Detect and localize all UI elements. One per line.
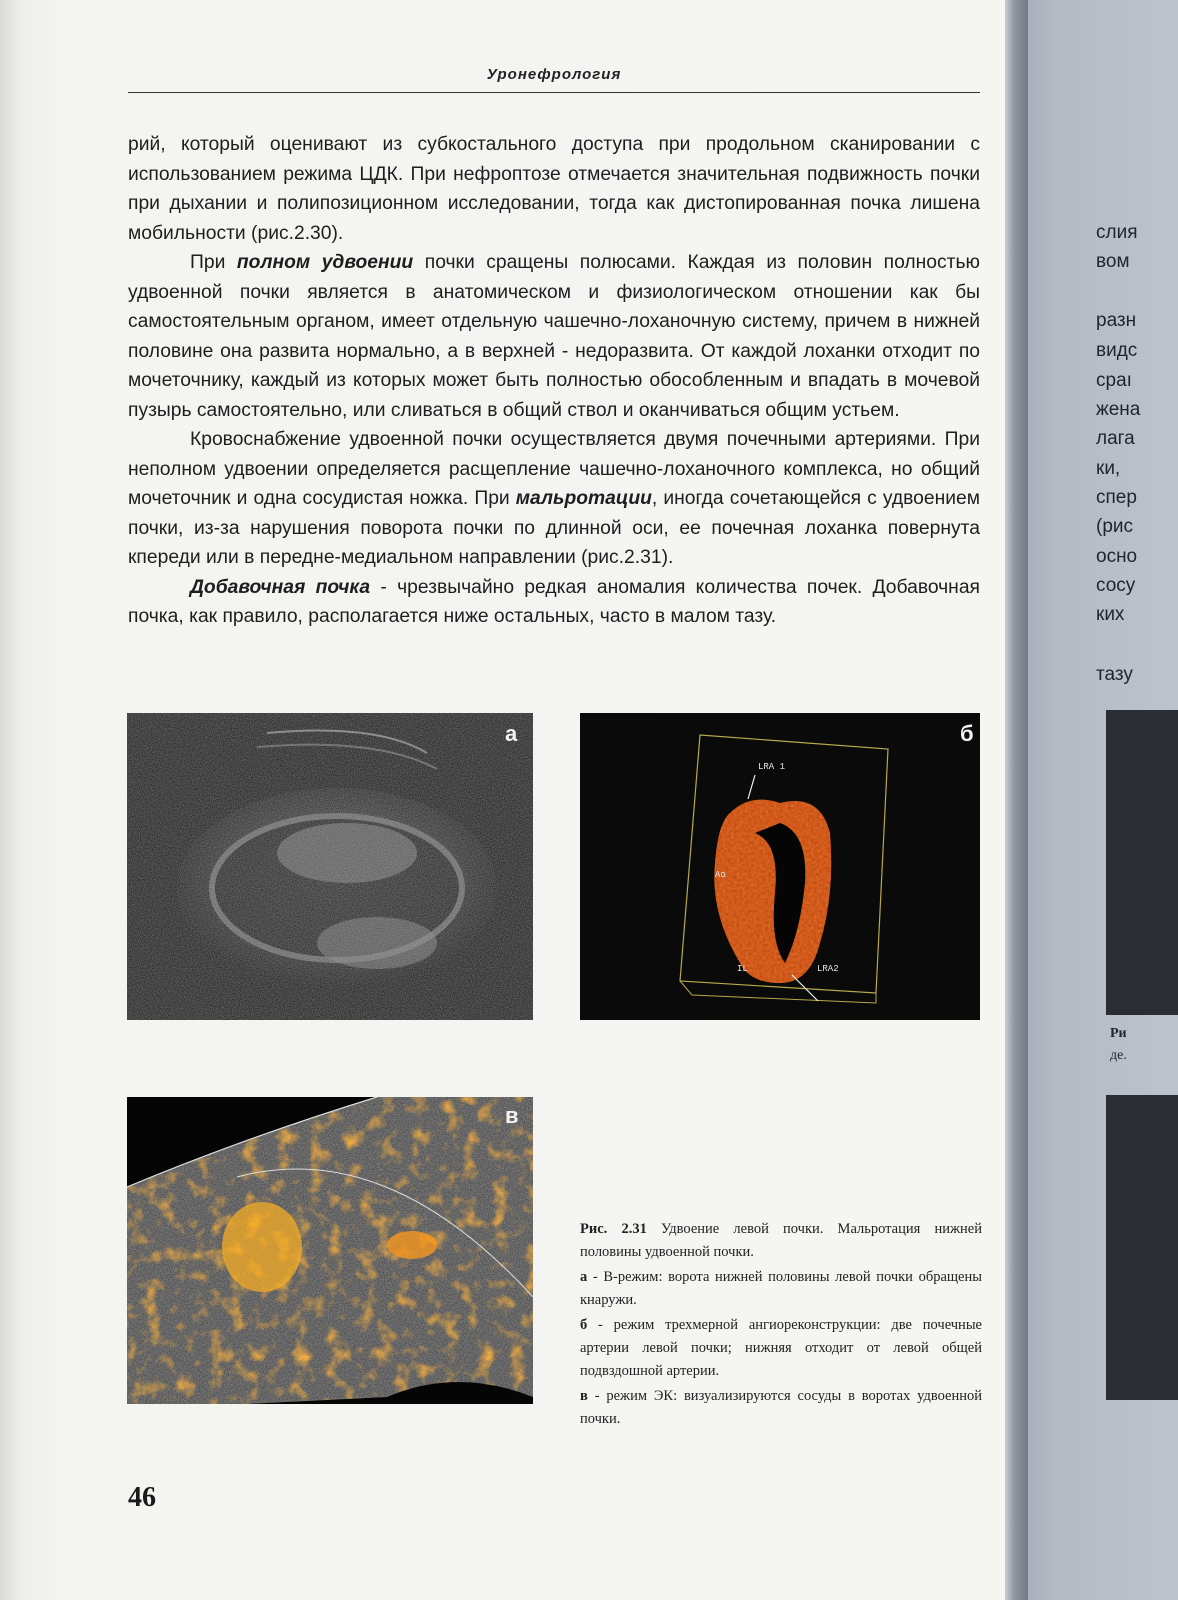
paragraph-3 bbox=[128, 425, 980, 573]
facing-line: тазу bbox=[1096, 664, 1133, 685]
running-title: Уронефрология bbox=[486, 66, 622, 83]
label-lra2: LRA2 bbox=[817, 964, 839, 974]
facing-line: (рис bbox=[1096, 516, 1134, 537]
facing-line: жена bbox=[1096, 399, 1141, 420]
paragraph-3-start: Кровоснабжение удвоенной почки осуществляется двумя почечными артериями. При неполном удвоении определяется расщепление чашечно-лоханочного комплекса, но общий мочеточник и одна сосудистая ножка. При bbox=[128, 429, 980, 509]
facing-figure bbox=[1106, 710, 1178, 1015]
figure-caption bbox=[580, 1218, 982, 1433]
paragraph-1: рий, который оценивают из субкостального доступа при продольном сканировании с использованием режима ЦДК. При нефроптозе отмечается значительная подвижность почки при дыхании и полипозиционном исследовании, тогда как дистопированная почка лишена мобильности (рис.2.30). bbox=[128, 134, 980, 244]
label-ao: Ao bbox=[715, 870, 726, 880]
figure-a-bmode-ultrasound bbox=[127, 713, 533, 1020]
facing-page-edge bbox=[1028, 0, 1178, 1600]
caption-label: Рис. 2.31 bbox=[580, 1221, 647, 1237]
label-lra1: LRA 1 bbox=[758, 762, 786, 772]
paragraph-2 bbox=[128, 248, 980, 425]
term-full-duplication: полном удвоении bbox=[236, 252, 414, 273]
facing-line: видс bbox=[1096, 340, 1138, 361]
facing-figure bbox=[1106, 1095, 1178, 1400]
ultrasound-bmode-image bbox=[127, 713, 533, 1020]
paragraph-4 bbox=[128, 573, 980, 632]
paragraph-2-rest: почки сращены полюсами. Каждая из половин полностью удвоенной почки является в анатомическом и физиологическом отношении как бы самостоятельным органом, имеет отдельную чашечно-лоханочную систему, причем в нижней половине она развита нормально, а в верхней - недоразвита. От каждой лоханки отходит по мочеточнику, каждый из которых может быть полностью обособленным и впадать в мочевой пузырь самостоятельно, или сливаться в общий ствол и оканчиваться общим устьем. bbox=[128, 252, 980, 421]
doppler-image bbox=[127, 1097, 533, 1404]
angio-3d-image bbox=[580, 713, 980, 1020]
figure-c-doppler bbox=[127, 1097, 533, 1404]
caption-title: Рис. 2.31 Удвоение левой почки. Мальротация нижней половины удвоенной почки. bbox=[580, 1221, 982, 1260]
facing-line: разн bbox=[1096, 310, 1137, 331]
body-text bbox=[128, 130, 980, 632]
facing-line: вом bbox=[1096, 251, 1130, 272]
header-rule bbox=[128, 92, 980, 93]
facing-line: сраı bbox=[1096, 370, 1132, 391]
paragraph-4-rest: - чрезвычайно редкая аномалия количества почек. Добавочная почка, как правило, располагается ниже остальных, часто в малом тазу. bbox=[128, 576, 980, 627]
caption-c: в - режим ЭК: визуализируются сосуды в воротах удвоенной почки. bbox=[580, 1388, 982, 1427]
term-accessory-kidney: Добавочная почка bbox=[190, 576, 371, 598]
book-gutter bbox=[1005, 0, 1029, 1600]
facing-line: ки, bbox=[1096, 458, 1121, 479]
facing-caption: Ри bbox=[1110, 1026, 1127, 1041]
paragraph-3-rest: , иногда сочетающейся с удвоением почки, из-за нарушения поворота почки по длинной оси, ее почечная лоханка повернута кпереди или в передне-медиальном направлении (рис.2.31). bbox=[128, 488, 980, 568]
label-il: IL bbox=[737, 964, 748, 974]
facing-line: спер bbox=[1096, 487, 1137, 508]
facing-line: лага bbox=[1096, 428, 1135, 449]
page-number: 46 bbox=[128, 1482, 156, 1513]
caption-b: б - режим трехмерной ангиореконструкции: две почечные артерии левой почки; нижняя отходит от левой общей подвздошной артерии. bbox=[580, 1317, 982, 1379]
term-malrotation: мальротации bbox=[515, 488, 652, 509]
facing-line: сосу bbox=[1096, 575, 1136, 596]
facing-line: осно bbox=[1096, 546, 1138, 567]
facing-line: ких bbox=[1096, 604, 1125, 625]
facing-line: слия bbox=[1096, 222, 1138, 243]
figure-b-letter: б bbox=[960, 721, 974, 746]
facing-caption: де. bbox=[1110, 1048, 1127, 1063]
paragraph-2-start: При bbox=[190, 252, 237, 273]
figure-b-3d-angio bbox=[580, 713, 980, 1020]
caption-a: а - В-режим: ворота нижней половины левой почки обращены кнаружи. bbox=[580, 1269, 982, 1308]
figure-a-letter: а bbox=[505, 721, 518, 746]
figure-c-letter: в bbox=[505, 1103, 519, 1128]
